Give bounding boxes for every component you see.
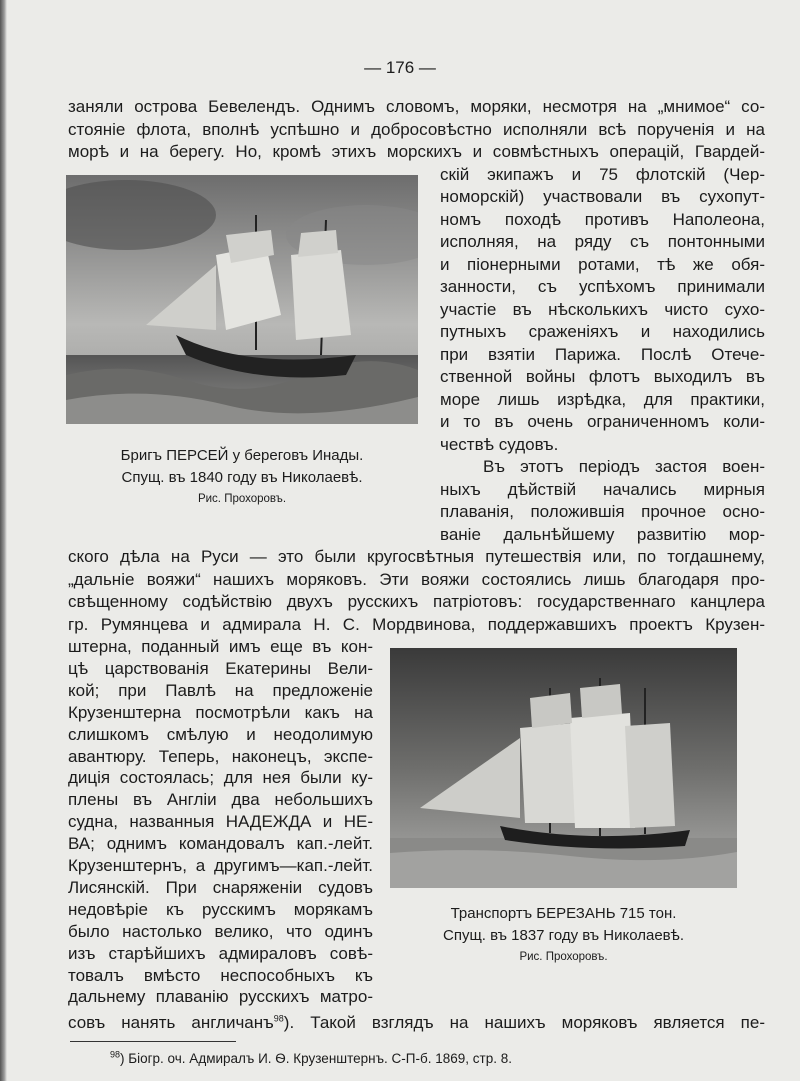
text-line: ственной войны флотъ выходилъ въ xyxy=(440,367,765,386)
text-line-last xyxy=(68,1012,765,1033)
text-line: товалъ вмѣсто неспособныхъ къ xyxy=(68,965,373,985)
text-line: диція состоялась; для нея были ку- xyxy=(68,768,373,788)
page-edge xyxy=(0,0,7,1081)
footnote xyxy=(110,1050,512,1068)
figure-caption: Спущ. въ 1840 году въ Николаевѣ. xyxy=(121,469,363,486)
text-line: стояніе флота, вполнѣ успѣшно и добросовѣстно исполняли всѣ порученія и на xyxy=(68,119,765,139)
transport-berezan-illustration xyxy=(390,648,737,888)
text-line: слишкомъ смѣлую и неодолимую xyxy=(68,724,373,744)
text-line: недовѣріе къ русскимъ морякамъ xyxy=(68,899,373,919)
footnote-divider xyxy=(70,1041,236,1042)
text-line: чествѣ судовъ. xyxy=(440,434,559,454)
text-line: „дальніе вояжи“ нашихъ моряковъ. Эти вояжи состоялись лишь благодаря про- xyxy=(68,569,765,589)
text-line: дальнему плаванію русскихъ матро- xyxy=(68,987,373,1007)
footnote-number: 98 xyxy=(110,1049,121,1060)
text-line: Крузенштернъ, а другимъ—кап.-лейт. xyxy=(68,856,373,875)
text-line: плаванія, положившія прочное осно- xyxy=(440,502,765,521)
text-line: плены въ Англіи два небольшихъ xyxy=(68,790,373,810)
text: совъ нанять англичанъ xyxy=(68,1013,274,1032)
brig-persey-illustration xyxy=(66,175,418,424)
text-line: путныхъ сраженіяхъ и находились xyxy=(440,322,765,341)
text-line: море лишь изрѣдка, для практики, xyxy=(440,389,765,409)
figure-caption: Бригъ ПЕРСЕЙ у береговъ Инады. xyxy=(120,447,364,464)
text-line: исполняя, на ряду съ понтонными xyxy=(440,232,765,251)
text-line: гр. Румянцева и адмирала Н. С. Мордвинова, поддержавшихъ проектъ Крузен- xyxy=(68,614,765,634)
text-line: и піонерными ротами, тѣ же обя- xyxy=(440,254,765,274)
text-line: Лисянскій. При снаряженіи судовъ xyxy=(68,877,373,897)
text-line: занности, съ успѣхомъ принимали xyxy=(440,277,765,296)
footnote-text: ) Біогр. оч. Адмиралъ И. Ѳ. Крузенштернъ. С-П-б. 1869, стр. 8. xyxy=(120,1051,512,1066)
text-line: свѣщенному содѣйствію двухъ русскихъ патріотовъ: государственнаго канцлера xyxy=(68,592,765,611)
text-line: номъ походѣ противъ Наполеона, xyxy=(440,209,765,229)
text-line: участіе въ нѣсколькихъ чисто сухо- xyxy=(440,299,765,319)
text-line: при взятіи Парижа. Послѣ Отече- xyxy=(440,344,765,364)
figure-caption: Транспортъ БЕРЕЗАНЬ 715 тон. xyxy=(450,905,677,922)
figure-caption: Спущ. въ 1837 году въ Николаевѣ. xyxy=(443,927,684,944)
text-line: скій экипажъ и 75 флотскій (Чер- xyxy=(440,164,765,184)
text-line: авантюру. Теперь, наконецъ, экспе- xyxy=(68,746,373,766)
text-line: штерна, поданный имъ еще въ кон- xyxy=(68,637,373,656)
footnote-ref[interactable]: 98 xyxy=(273,1013,284,1024)
text-line: кой; при Павлѣ на предложеніе xyxy=(68,680,373,700)
text-line: ныхъ дѣйствій начались мирныя xyxy=(440,479,765,499)
text-line: заняли острова Бевелендъ. Однимъ словомъ, моряки, несмотря на „мнимое“ со- xyxy=(68,97,765,116)
figure-credit: Рис. Прохоровъ. xyxy=(519,951,608,963)
text-line: судна, названныя НАДЕЖДА и НЕ- xyxy=(68,812,373,832)
text-line: цѣ царствованія Екатерины Вели- xyxy=(68,658,373,678)
text-line: ваніе дальнѣйшему развитію мор- xyxy=(440,524,765,544)
text: ). Такой взглядъ на нашихъ моряковъ является пе- xyxy=(283,1013,765,1032)
text-line: Въ этотъ періодъ застоя воен- xyxy=(483,457,765,476)
text-line: и то въ очень ограниченномъ коли- xyxy=(440,412,765,431)
text-line: Крузенштерна посмотрѣли какъ на xyxy=(68,702,373,722)
figure-credit: Рис. Прохоровъ. xyxy=(197,493,287,505)
text-line: морѣ и на берегу. Но, кромѣ этихъ морскихъ и совмѣстныхъ операцій, Гвардей- xyxy=(68,142,765,161)
text-line: изъ старѣйшихъ адмираловъ совѣ- xyxy=(68,943,373,963)
text-line: номорскій) участвовали въ сухопут- xyxy=(440,187,765,206)
text-line: ского дѣла на Руси — это были кругосвѣтныя путешествія или, по тогдашнему, xyxy=(68,547,765,566)
text-line: было настолько велико, что одинъ xyxy=(68,921,373,941)
text-line: ВА; однимъ командовалъ кап.-лейт. xyxy=(68,834,373,854)
page-number: — 176 — xyxy=(364,58,436,77)
